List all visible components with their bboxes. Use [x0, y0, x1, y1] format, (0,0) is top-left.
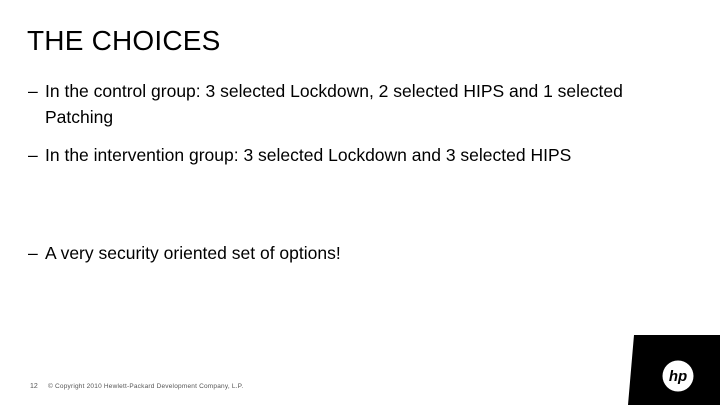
bullet-dash: – — [28, 145, 38, 165]
bullet-text: In the intervention group: 3 selected Lockdown and 3 selected HIPS — [45, 145, 572, 165]
bullet-text: A very security oriented set of options! — [45, 243, 341, 263]
hp-logo-text: hp — [668, 368, 688, 385]
slide-title: THE CHOICES — [27, 25, 221, 56]
bullet-item — [28, 78, 628, 130]
page-number: 12 — [30, 383, 38, 390]
bullet-text: In the control group: 3 selected Lockdown, 2 selected HIPS and 1 selected Patching — [45, 81, 623, 127]
bullet-dash: – — [28, 81, 38, 101]
bullet-item — [28, 240, 628, 266]
bullet-dash: – — [28, 243, 38, 263]
copyright-notice: © Copyright 2010 Hewlett-Packard Development Company, L.P. — [48, 383, 244, 390]
hp-logo-icon — [662, 360, 694, 392]
bullet-item — [28, 142, 628, 168]
